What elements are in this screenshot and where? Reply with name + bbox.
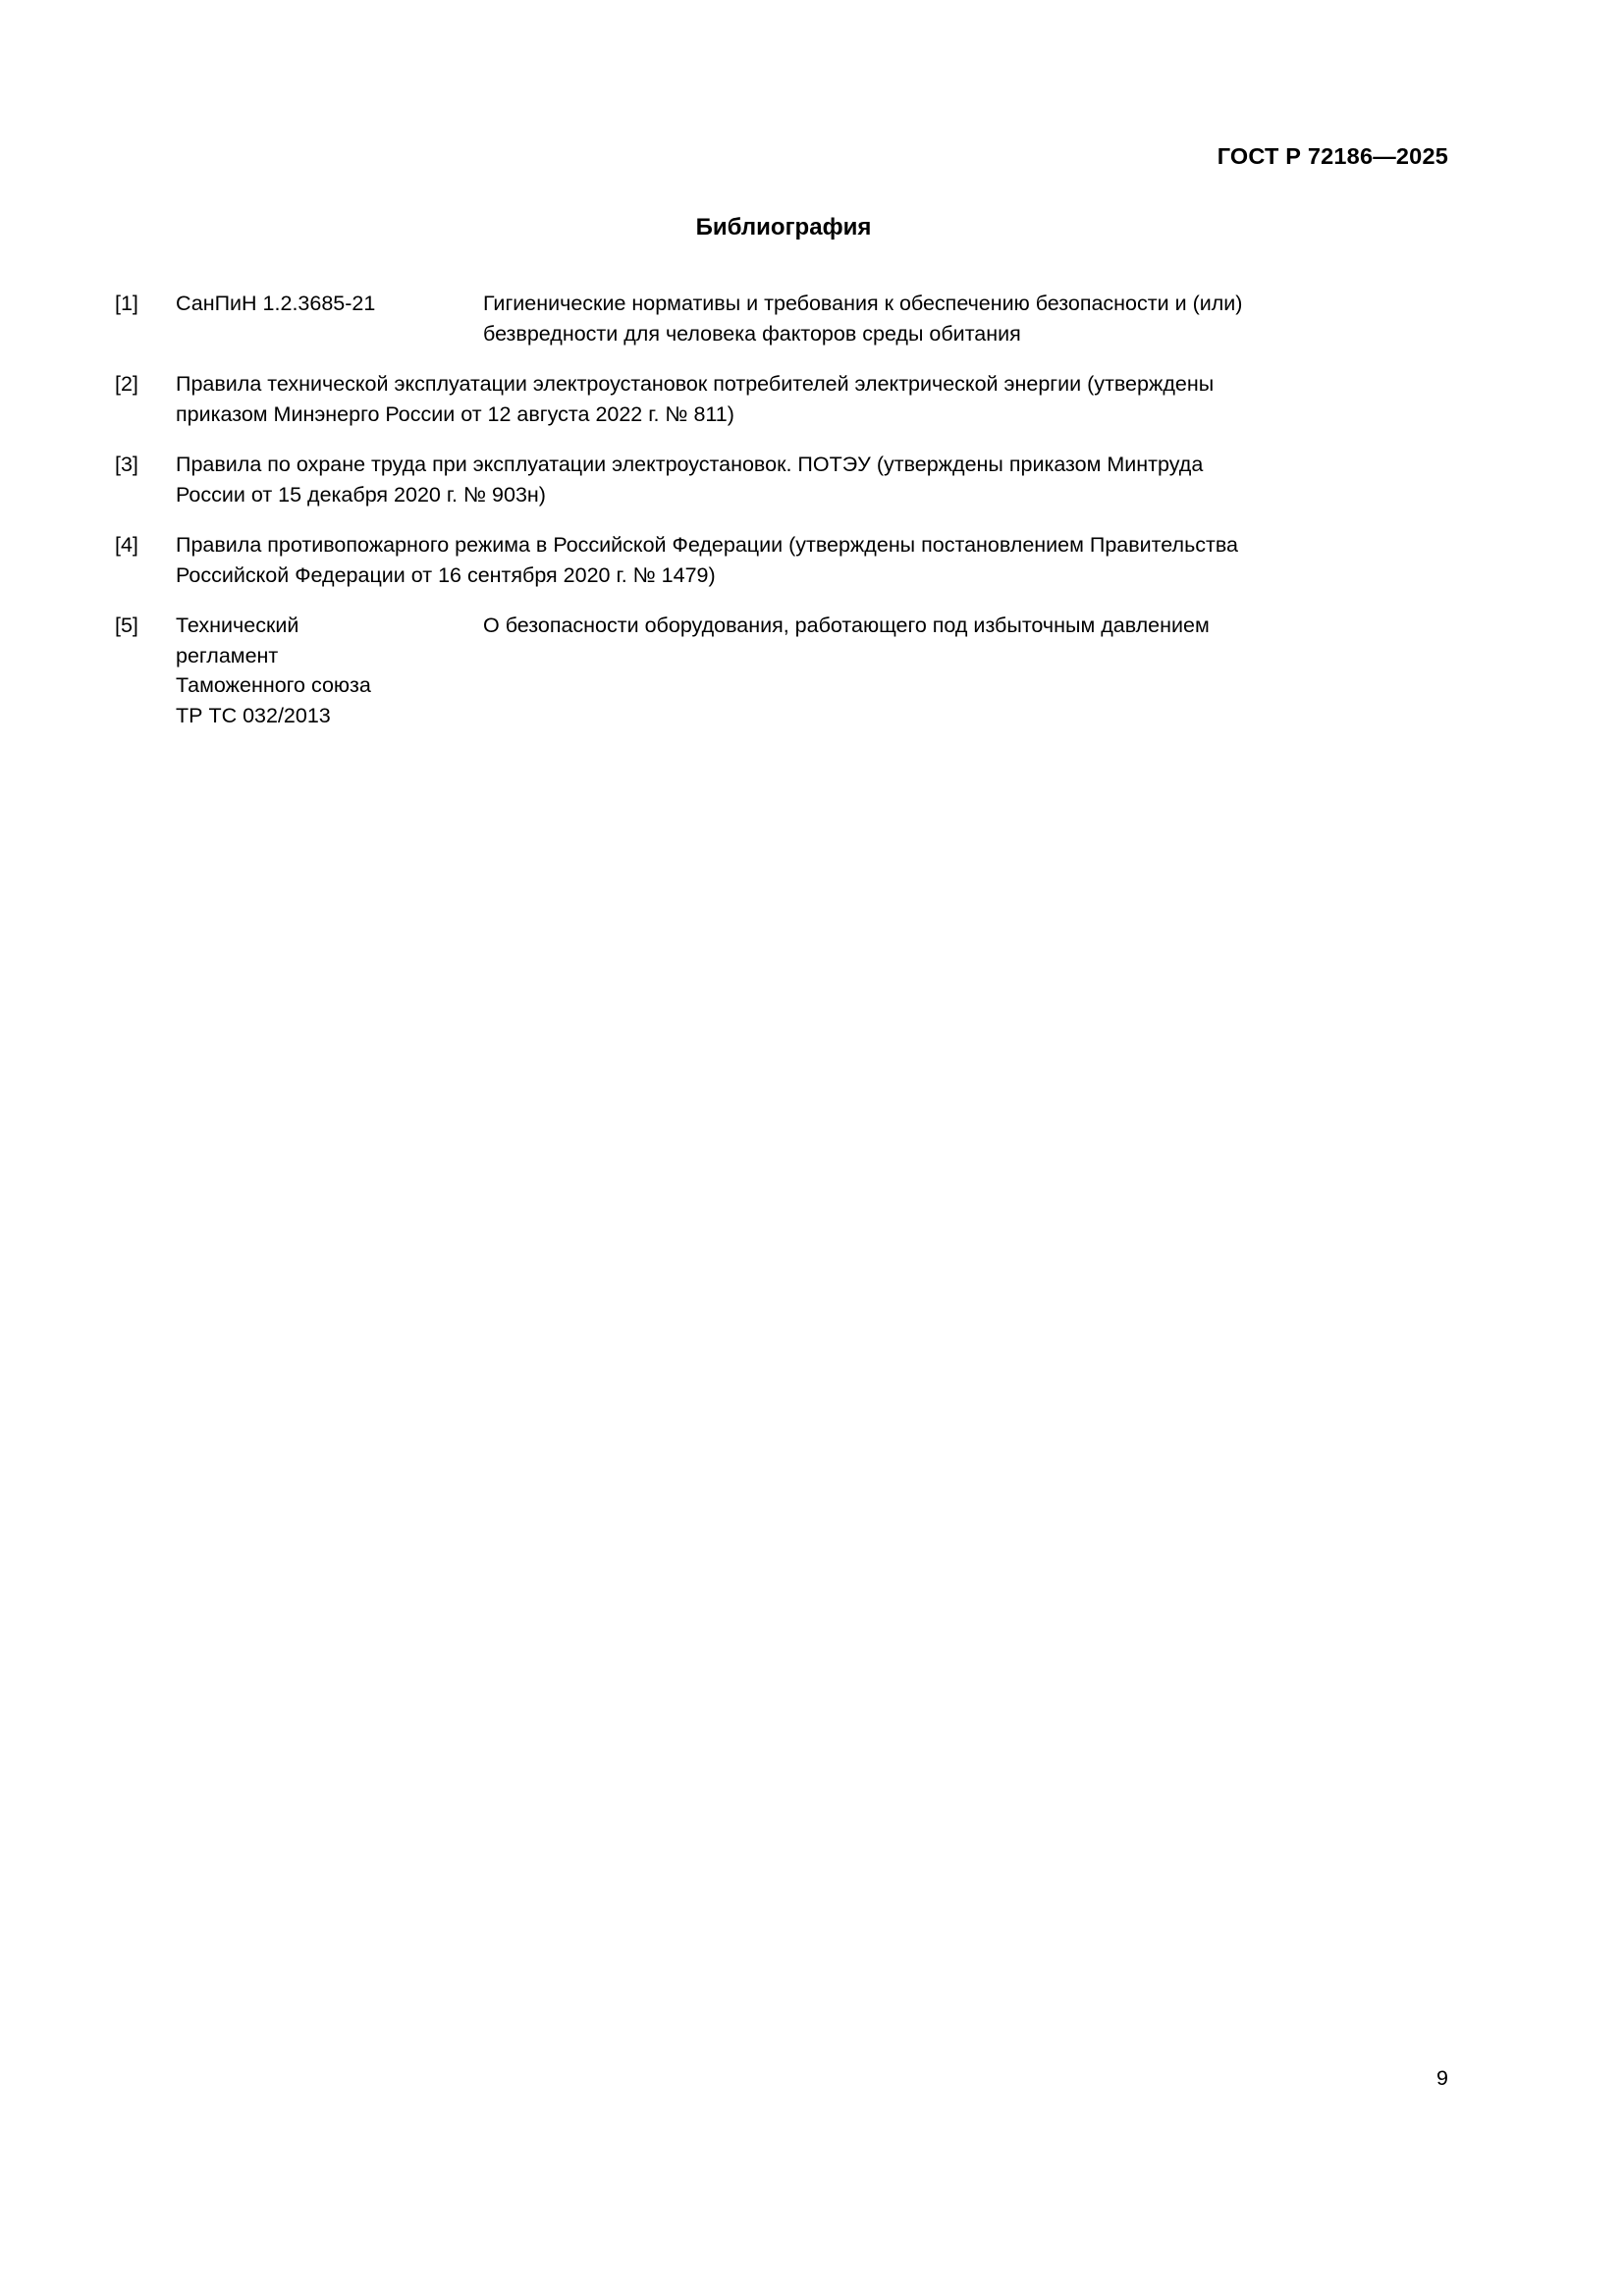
entry-description-line: России от 15 декабря 2020 г. № 903н) (176, 482, 546, 507)
page-title (0, 216, 1624, 240)
entry-description-line: О безопасности оборудования, работающего под избыточным давлением (483, 614, 1210, 637)
entry-description (483, 289, 1448, 348)
entry-content (176, 369, 1448, 429)
bibliography-entry-4 (115, 530, 1448, 590)
entry-marker: [2] (115, 372, 138, 396)
page-number: 9 (1436, 2066, 1448, 2090)
entry-marker: [5] (115, 614, 138, 637)
bibliography-entry-1 (115, 289, 1448, 348)
entry-content (176, 611, 1448, 727)
entry-marker: [1] (115, 292, 138, 315)
entry-description-line: приказом Минэнерго России от 12 августа 2022 г. № 811) (176, 401, 734, 426)
entry-reference-label-line: регламент (176, 643, 279, 667)
bibliography-entry-2 (115, 369, 1448, 429)
entry-description-line: Правила технической эксплуатации электроустановок потребителей электрической энергии (утверждены (176, 372, 1215, 396)
entry-marker: [4] (115, 533, 138, 557)
entry-reference-label-line: СанПиН 1.2.3685-21 (176, 292, 376, 315)
entry-content (176, 530, 1448, 590)
entry-description-line: Российской Федерации от 16 сентября 2020 г. № 1479) (176, 562, 716, 587)
entry-reference-label (176, 289, 470, 319)
entry-description-line: Правила по охране труда при эксплуатации электроустановок. ПОТЭУ (утверждены приказом Минтруда (176, 453, 1204, 476)
entry-description-line: безвредности для человека факторов среды обитания (483, 321, 1021, 346)
entry-description-line: Правила противопожарного режима в Российской Федерации (утверждены постановлением Правительства (176, 533, 1239, 557)
bibliography-list (115, 289, 1448, 727)
bibliography-entry-3 (115, 450, 1448, 509)
entry-content (176, 450, 1448, 509)
entry-reference-label-line: Технический (176, 614, 299, 637)
entry-reference-label (176, 611, 470, 730)
running-header-standard-number: ГОСТ Р 72186—2025 (1217, 143, 1448, 169)
entry-reference-label-line: ТР ТС 032/2013 (176, 703, 331, 727)
entry-marker: [3] (115, 453, 138, 476)
entry-content (176, 289, 1448, 348)
entry-description (483, 611, 1448, 641)
entry-reference-label-line: Таможенного союза (176, 673, 371, 697)
bibliography-entry-5 (115, 611, 1448, 727)
entry-description-line: Гигиенические нормативы и требования к обеспечению безопасности и (или) (483, 292, 1243, 315)
page-title-text: Библиография (695, 214, 872, 240)
